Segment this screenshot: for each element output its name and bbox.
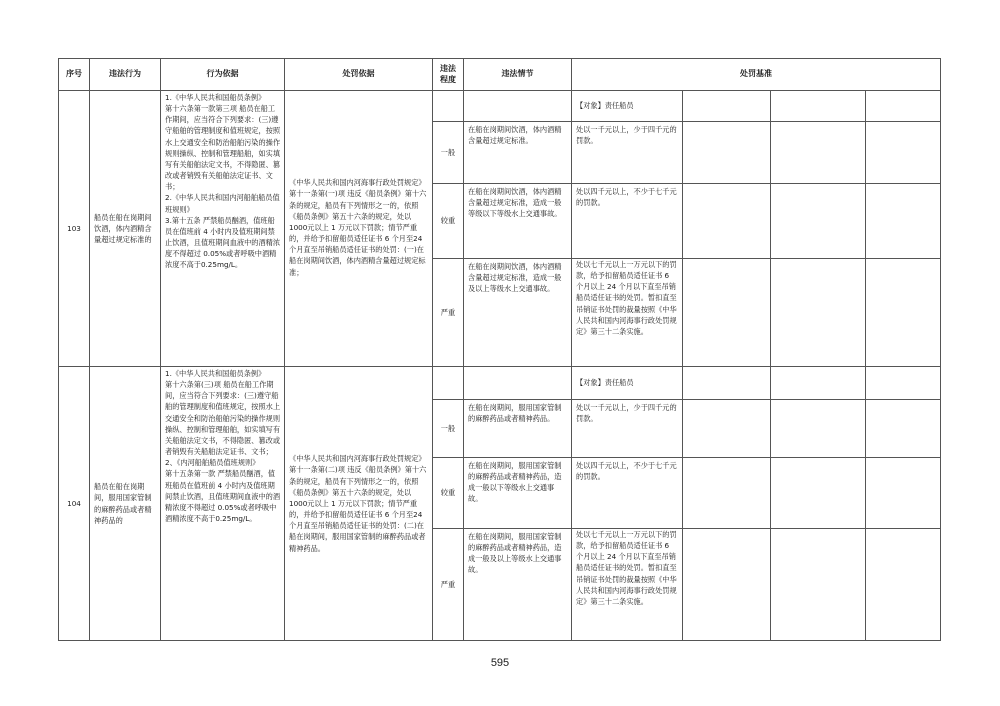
- circumstance-cell: 在船在岗期间饮酒，体内酒精含量超过规定标准，造成一般及以上等级水上交通事故。: [464, 259, 572, 367]
- header-degree: 违法 程度: [433, 59, 464, 91]
- empty-cell: [683, 122, 771, 184]
- empty-cell: [866, 367, 941, 400]
- standard-cell: 处以四千元以上，不少于七千元的罚款。: [572, 458, 683, 529]
- empty-cell: [464, 367, 572, 400]
- degree-cell: 严重: [433, 529, 464, 641]
- degree-cell: 较重: [433, 184, 464, 259]
- empty-cell: [866, 122, 941, 184]
- empty-cell: [771, 529, 866, 641]
- empty-cell: [683, 529, 771, 641]
- page-number: 595: [490, 657, 510, 669]
- empty-cell: [683, 367, 771, 400]
- penalty-basis: 《中华人民共和国内河海事行政处罚规定》 第十一条第(一)项 违反《船员条例》第十六条的规定，船员有下列情形之一的，依照《船员条例》第五十六条的规定，处以1000元以上 1 万元以下罚款；情节严重的，并给予扣留船员适任证书 6 个月至24个月直至吊销船员适任证书的处罚：(一)在船在岗期间饮酒，体内酒精含量超过规定标准；: [285, 91, 433, 367]
- empty-cell: [771, 400, 866, 458]
- table-row: [59, 367, 941, 400]
- header-basis: 行为依据: [161, 59, 285, 91]
- empty-cell: [771, 122, 866, 184]
- empty-cell: [866, 259, 941, 367]
- circumstance-cell: 在船在岗期间饮酒，体内酒精含量超过规定标准，造成一般等级以下等级水上交通事故。: [464, 184, 572, 259]
- empty-cell: [771, 91, 866, 122]
- header-standard: 处罚基准: [572, 59, 941, 91]
- degree-cell: 严重: [433, 259, 464, 367]
- violation-act: 船员在船在岗期间饮酒，体内酒精含量超过规定标准的: [90, 91, 161, 367]
- penalty-object: 【对象】责任船员: [572, 91, 683, 122]
- empty-cell: [683, 259, 771, 367]
- circumstance-cell: 在船在岗期间，服用国家管制的麻醉药品或者精神药品。: [464, 400, 572, 458]
- penalty-basis: 《中华人民共和国内河海事行政处罚规定》 第十一条第(二)项 违反《船员条例》第十六条的规定，船员有下列情形之一的，依照《船员条例》第五十六条的规定，处以1000元以上 1 万元以下罚款；情节严重的，并给予扣留船员适任证书 6 个月至24个月直至吊销船员适任证书的处罚：(二)在船在岗期间，服用国家管制的麻醉药品或者精神药品。: [285, 367, 433, 641]
- header-circumstance: 违法情节: [464, 59, 572, 91]
- row-number: 104: [59, 367, 90, 641]
- empty-cell: [866, 400, 941, 458]
- degree-cell: 一般: [433, 122, 464, 184]
- header-no: 序号: [59, 59, 90, 91]
- circumstance-cell: 在船在岗期间，服用国家管制的麻醉药品或者精神药品，造成一般及以上等级水上交通事故。: [464, 529, 572, 641]
- empty-cell: [683, 184, 771, 259]
- empty-cell: [866, 184, 941, 259]
- behavior-basis: 1.《中华人民共和国船员条例》 第十六条第(三)项 船员在船工作期间，应当符合下列要求：(三)遵守船舶的管理制度和值班规定，按照水上交通安全和防治船舶污染的操作规则操纵、控制和管理船舶，如实填写有关船舶法定文书，不得隐匿、篡改或者销毁有关船舶法定证书、文书； 2、《内河船舶船员值班规则》 第十五条第一款 严禁船员酗酒，值班船员在值班前 4 小时内及值班期间禁止饮酒，且值班期间血液中的酒精浓度不得超过 0.05%或者呼吸中酒精浓度不高于0.25mg/L。: [161, 367, 285, 641]
- empty-cell: [771, 259, 866, 367]
- penalty-table: [58, 58, 941, 641]
- empty-cell: [433, 91, 464, 122]
- empty-cell: [683, 400, 771, 458]
- empty-cell: [464, 91, 572, 122]
- empty-cell: [771, 367, 866, 400]
- circumstance-cell: 在船在岗期间饮酒，体内酒精含量超过规定标准。: [464, 122, 572, 184]
- empty-cell: [433, 367, 464, 400]
- behavior-basis: 1.《中华人民共和国船员条例》 第十六条第一款第三项 船员在船工作期间，应当符合下列要求：(三)遵守船舶的管理制度和值班规定，按照水上交通安全和防治船舶污染的操作规则操纵、控制和管理船舶，如实填写有关船舶法定文书，不得隐匿、篡改或者销毁有关船舶法定证书、文书； 2.《中华人民共和国内河船舶船员值班规则》 3.第十五条 严禁船员酗酒，值班船员在值班前 4 小时内及值班期间禁止饮酒，且值班期间血液中的酒精浓度不得超过 0.05%或者呼吸中酒精浓度不高于0.25mg/L。: [161, 91, 285, 367]
- empty-cell: [771, 458, 866, 529]
- penalty-object: 【对象】责任船员: [572, 367, 683, 400]
- standard-cell: 处以七千元以上一万元以下的罚款，给予扣留船员适任证书 6 个月以上 24 个月以下直至吊销船员适任证书的处罚。暂扣直至吊销证书处罚的裁量按照《中华人民共和国内河海事行政处罚规定》第三十二条实施。: [572, 529, 683, 641]
- empty-cell: [683, 458, 771, 529]
- violation-act: 船员在船在岗期间，服用国家管制的麻醉药品或者精神药品的: [90, 367, 161, 641]
- empty-cell: [866, 91, 941, 122]
- empty-cell: [683, 91, 771, 122]
- header-penalty-basis: 处罚依据: [285, 59, 433, 91]
- standard-cell: 处以四千元以上，不少于七千元的罚款。: [572, 184, 683, 259]
- empty-cell: [771, 184, 866, 259]
- empty-cell: [866, 529, 941, 641]
- standard-cell: 处以一千元以上，少于四千元的罚款。: [572, 400, 683, 458]
- standard-cell: 处以一千元以上，少于四千元的罚款。: [572, 122, 683, 184]
- circumstance-cell: 在船在岗期间，服用国家管制的麻醉药品或者精神药品，造成一般以下等级水上交通事故。: [464, 458, 572, 529]
- header-act: 违法行为: [90, 59, 161, 91]
- degree-cell: 一般: [433, 400, 464, 458]
- degree-cell: 较重: [433, 458, 464, 529]
- empty-cell: [866, 458, 941, 529]
- table-row: [59, 91, 941, 122]
- standard-cell: 处以七千元以上一万元以下的罚款，给予扣留船员适任证书 6 个月以上 24 个月以下直至吊销船员适任证书的处罚。暂扣直至吊销证书处罚的裁量按照《中华人民共和国内河海事行政处罚规定》第三十二条实施。: [572, 259, 683, 367]
- row-number: 103: [59, 91, 90, 367]
- header-row: [59, 59, 941, 91]
